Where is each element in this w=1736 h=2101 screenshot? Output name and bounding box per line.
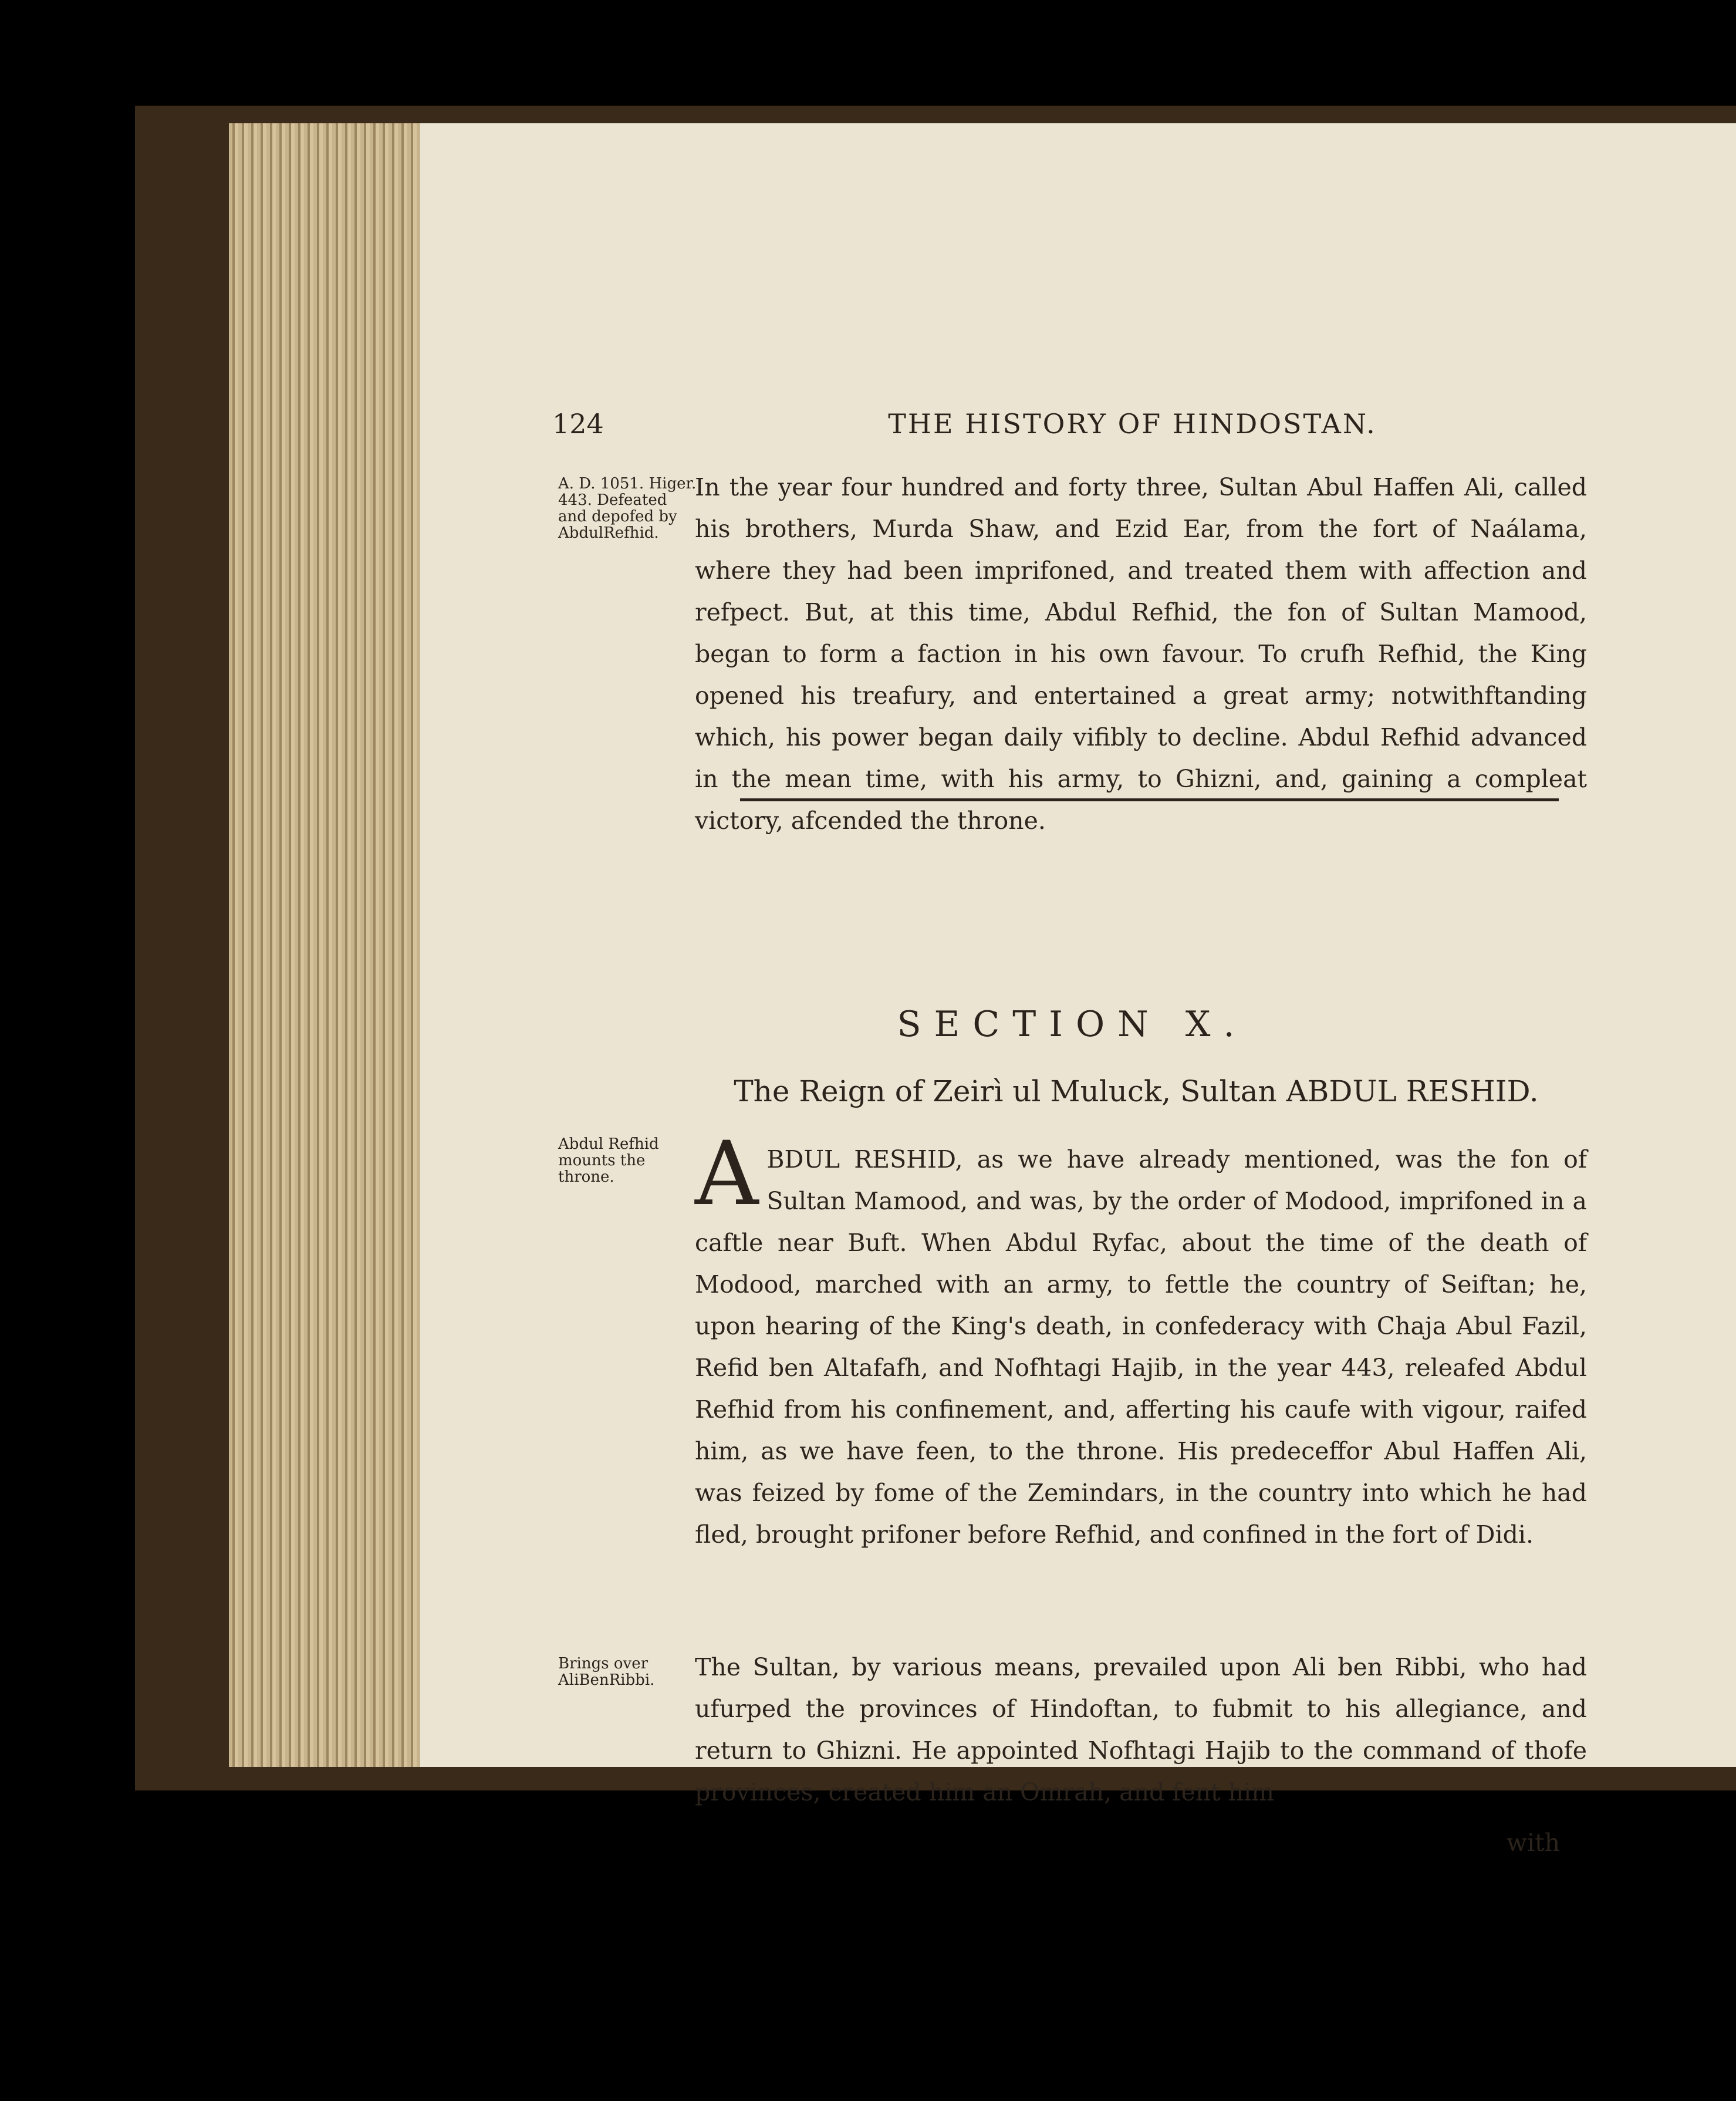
- reign-title: The Reign of Zeirì ul Muluck, Sultan ABDUL RESHID.: [734, 1074, 1539, 1108]
- paragraph-3: The Sultan, by various means, prevailed upon Ali ben Ribbi, who had ufurped the provinces of Hindoftan, to fubmit to his allegiance, and return to Ghizni. He appointed Nofhtagi Hajib to the command of thofe provinces, created him an Omrah, and fent him: [695, 1653, 1587, 1806]
- running-head: [552, 408, 1583, 455]
- page-title: THE HISTORY OF HINDOSTAN.: [888, 408, 1377, 440]
- paragraph-1: In the year four hundred and forty three, Sultan Abul Haffen Ali, called his brothers, Murda Shaw, and Ezid Ear, from the fort of Naálama, where they had been imprifoned, and treated them with affection and refpect. But, at this time, Abdul Refhid, the fon of Sultan Mamood, began to form a faction in his own favour. To crufh Refhid, the King opened his treafury, and entertained a great army; notwithftanding which, his power began daily vifibly to decline. Abdul Refhid advanced in the mean time, with his army, to Ghizni, and, gaining a compleat victory, afcended the throne.: [695, 473, 1587, 835]
- catchword: with: [1506, 1829, 1560, 1857]
- page-content: [420, 123, 1736, 1857]
- paragraph-2-text: BDUL RESHID, as we have already mentioned, was the fon of Sultan Mamood, and was, by the order of Modood, imprifoned in a caftle near Buft. When Abdul Ryfac, about the time of the death of Modood, marched with an army, to fettle the country of Seiftan; he, upon hearing of the King's death, in confederacy with Chaja Abul Fazil, Refid ben Altafafh, and Nofhtagi Hajib, in the year 443, releafed Abdul Refhid from his confinement, and, afferting his caufe with vigour, raifed him, as we have feen, to the throne. His predeceffor Abul Haffen Ali, was feized by fome of the Zemindars, in the country into which he had fled, brought prifoner before Refhid, and confined in the fort of Didi.: [695, 1145, 1587, 1549]
- margin-note-throne: Abdul Refhid mounts the throne.: [558, 1135, 659, 1186]
- paragraph-2: [695, 1123, 1587, 1556]
- page-number: 124: [552, 408, 604, 440]
- page-edges: [229, 123, 423, 1767]
- section-heading: SECTION X.: [897, 1004, 1248, 1045]
- book-page: [420, 123, 1736, 1857]
- margin-note-ribbi: Brings over AliBenRibbi.: [558, 1655, 655, 1689]
- drop-cap: A: [695, 1123, 759, 1225]
- section-rule: [740, 798, 1559, 801]
- margin-note-date: A. D. 1051. Higer. 443. Defeated and depofed by AbdulRefhid.: [558, 475, 697, 542]
